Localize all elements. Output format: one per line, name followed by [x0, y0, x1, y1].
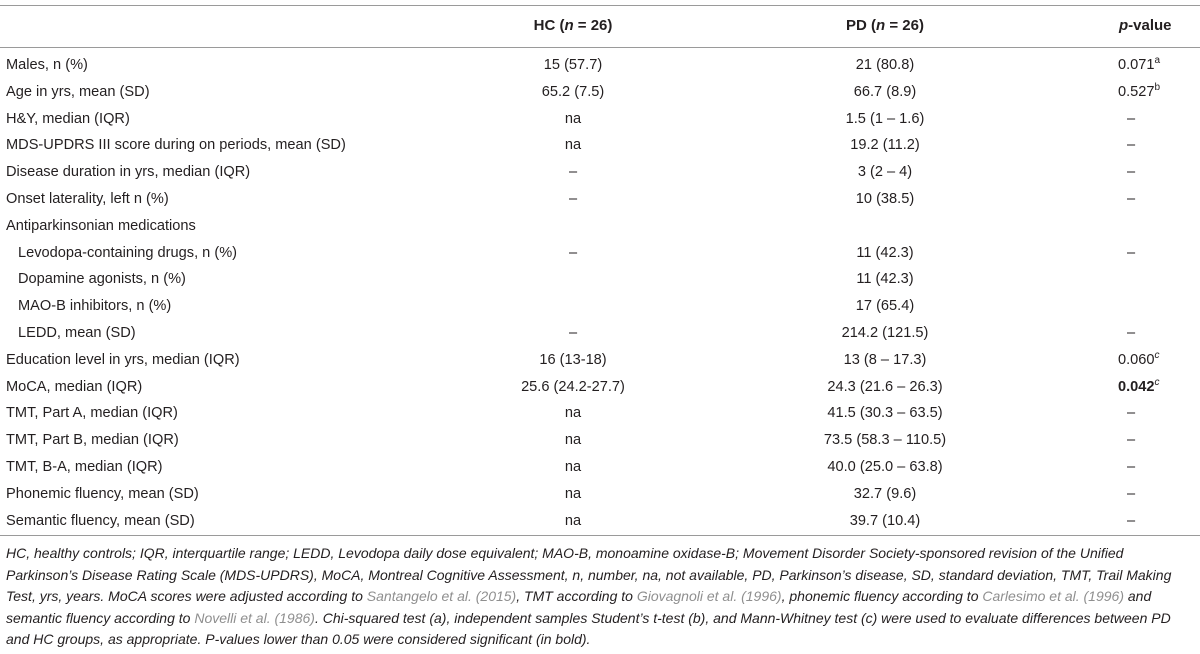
pd-value: 73.5 (58.3 – 110.5) — [823, 432, 947, 449]
pd-value: 24.3 (21.6 – 26.3) — [827, 378, 943, 395]
table-row — [0, 79, 1200, 106]
table-row — [0, 213, 1200, 240]
bottom-rule — [0, 535, 1200, 536]
ref-santangelo[interactable]: Santangelo et al. (2015) — [366, 588, 517, 605]
p-value: – — [1127, 110, 1136, 127]
header-rule — [0, 47, 1200, 48]
hc-value: – — [568, 244, 578, 261]
p-value: 0.071$^a$ — [1118, 55, 1161, 73]
table-row — [0, 293, 1200, 320]
table-row — [0, 240, 1200, 267]
row-label: LEDD, mean (SD) — [18, 325, 136, 341]
hc-value: 16 (13-18) — [539, 351, 607, 368]
ref-carlesimo[interactable]: Carlesimo et al. (1996) — [982, 588, 1124, 605]
header-pd: PD (n = 26) — [846, 17, 924, 34]
pd-value: 21 (80.8) — [855, 57, 915, 73]
hc-value: na — [564, 405, 582, 422]
table-row — [0, 106, 1200, 133]
row-label: TMT, Part A, median (IQR) — [6, 405, 178, 422]
table-footnote: HC, healthy controls; IQR, interquartile range; LEDD, Levodopa daily dose equivalent; MAO-B, monoamine oxidase-B; Movement Disorder Society-sponsored revision of the Unified Parkinson’s Disease Rating Scale (MDS-UPDRS), MoCA, Montreal Cognitive Assessment, n, number, na, not available, PD, Parkinson’s disease, SD, standard deviation, TMT, Trail Making Test, yrs, years. MoCA scores were adjusted according to Santangelo et al. (2015), TMT according to Giovagnoli et al. (1996), phonemic fluency according to Carlesimo et al. (1996) and semantic fluency according to Novelli et al. (1986). Chi-squared test (a), independent samples Student’s t-test (b), and Mann-Whitney test (c) were used to evaluate differences between PD and HC groups, as appropriate. P-values lower than 0.05 were considered significant (in bold). — [6, 545, 1172, 648]
p-value: 0.527$^b$ — [1118, 81, 1161, 100]
hc-value: na — [564, 137, 582, 154]
row-label: Disease duration in yrs, median (IQR) — [6, 164, 251, 181]
pd-value: 10 (38.5) — [855, 191, 915, 207]
table-row — [0, 508, 1200, 535]
hc-value: – — [568, 191, 578, 207]
pd-value: 39.7 (10.4) — [849, 512, 921, 529]
p-value: – — [1127, 512, 1136, 529]
table-row — [0, 427, 1200, 454]
table-row — [0, 186, 1200, 213]
p-value: – — [1127, 191, 1136, 207]
hc-value: na — [564, 485, 582, 502]
table-row — [0, 454, 1200, 481]
pd-value: 17 (65.4) — [855, 298, 915, 315]
row-label: Phonemic fluency, mean (SD) — [6, 485, 199, 502]
ref-giovagnoli[interactable]: Giovagnoli et al. (1996) — [636, 588, 782, 605]
hc-value: na — [564, 110, 582, 127]
p-footnote-marker: c — [1154, 349, 1160, 361]
row-label: Age in yrs, mean (SD) — [6, 83, 150, 100]
row-label: Semantic fluency, mean (SD) — [6, 512, 195, 529]
row-label: Onset laterality, left n (%) — [6, 191, 169, 207]
ref-novelli[interactable]: Novelli et al. (1986) — [194, 609, 315, 626]
row-label: MAO-B inhibitors, n (%) — [18, 298, 172, 315]
hc-value: 65.2 (7.5) — [541, 83, 605, 100]
p-value: – — [1127, 164, 1136, 181]
table-row — [0, 132, 1200, 159]
pd-value: 32.7 (9.6) — [853, 485, 917, 502]
row-label: MDS-UPDRS III score during on periods, mean (SD) — [6, 137, 346, 154]
pd-value: 19.2 (11.2) — [850, 137, 920, 154]
row-label: TMT, B-A, median (IQR) — [6, 459, 163, 475]
p-footnote-marker: b — [1154, 81, 1161, 93]
row-label: H&Y, median (IQR) — [6, 110, 130, 127]
p-footnote-marker: c — [1154, 376, 1160, 388]
hc-value: na — [564, 459, 582, 475]
p-value: – — [1127, 244, 1136, 261]
table-row — [0, 400, 1200, 427]
p-value: – — [1127, 405, 1136, 422]
hc-value: 25.6 (24.2-27.7) — [521, 378, 625, 395]
table-row — [0, 320, 1200, 347]
pd-value: 3 (2 – 4) — [857, 164, 913, 181]
row-label: Education level in yrs, median (IQR) — [6, 351, 240, 368]
pd-value: 11 (42.3) — [856, 271, 914, 288]
table-row — [0, 159, 1200, 186]
row-label: Males, n (%) — [6, 57, 88, 73]
p-value: – — [1127, 459, 1136, 475]
p-value: 0.042$^c$ — [1118, 376, 1160, 395]
p-value: – — [1127, 432, 1136, 449]
pd-value: 41.5 (30.3 – 63.5) — [827, 405, 943, 422]
pd-value: 1.5 (1 – 1.6) — [845, 110, 925, 127]
row-label: Levodopa-containing drugs, n (%) — [18, 244, 238, 261]
pd-value: 11 (42.3) — [856, 244, 914, 261]
row-label: Antiparkinsonian medications — [6, 217, 196, 234]
row-label: TMT, Part B, median (IQR) — [6, 432, 179, 449]
hc-value: 15 (57.7) — [543, 57, 603, 73]
hc-value: – — [568, 325, 578, 341]
pd-value: 13 (8 – 17.3) — [843, 351, 927, 368]
header-hc: HC (n = 26) — [533, 17, 613, 34]
p-footnote-marker: a — [1154, 55, 1161, 67]
row-label: Dopamine agonists, n (%) — [18, 271, 186, 288]
table-row — [0, 266, 1200, 293]
p-value: – — [1127, 137, 1136, 154]
hc-value: na — [564, 432, 582, 449]
hc-value: na — [564, 512, 582, 529]
p-value: – — [1127, 485, 1136, 502]
row-label: MoCA, median (IQR) — [6, 378, 143, 395]
hc-value: – — [568, 164, 578, 181]
pd-value: 40.0 (25.0 – 63.8) — [827, 459, 943, 475]
table-row — [0, 347, 1200, 374]
pd-value: 66.7 (8.9) — [853, 83, 917, 100]
table-row — [0, 374, 1200, 401]
pd-value: 214.2 (121.5) — [841, 325, 929, 341]
p-value: 0.060$^c$ — [1118, 349, 1160, 368]
p-value: – — [1127, 325, 1136, 341]
table-row — [0, 481, 1200, 508]
header-p-value: p-value — [1119, 17, 1172, 34]
table-row — [0, 52, 1200, 79]
